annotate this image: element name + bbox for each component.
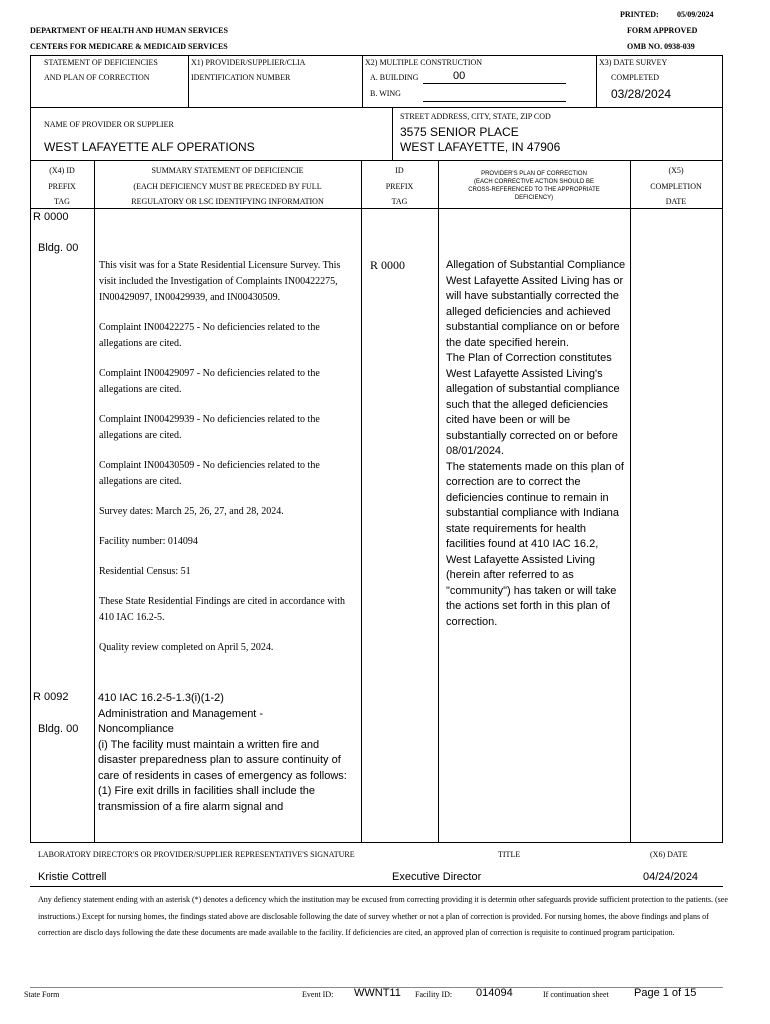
x1-label-line2: IDENTIFICATION NUMBER <box>191 73 291 82</box>
disclaimer-text: Any defiency statement ending with an asterisk (*) denotes a deficency which the institution may be excused from correcting providing it is determin other safeguards provide sufficient protection to the patients. (see instructions.) Except for nursing homes, the findings stated above are disclosable following the date of survey whether or not a plan of correction is provided. For nursing homes, the above findings and plans of correction are disclo days following the date these documents are made available to the facility. If deficiencies are cited, an approved plan of correction is requisite to continued program participation. <box>38 895 728 937</box>
x5-header-line2: COMPLETION <box>650 182 702 191</box>
continuation-label: If continuation sheet <box>543 990 609 999</box>
id-prefix-tag-r0000: R 0000 <box>370 258 406 272</box>
wing-label: B. WING <box>370 89 401 98</box>
prefix-tag-r0092: R 0092 <box>33 691 69 703</box>
title-label: TITLE <box>498 850 521 859</box>
summary-paragraph: Residential Census: 51 <box>99 566 191 577</box>
provider-name-label: NAME OF PROVIDER OR SUPPLIER <box>44 120 174 129</box>
summary-paragraph: These State Residential Findings are cited in accordance with 410 IAC 16.2-5. <box>99 596 346 623</box>
plan-of-correction-r0000: Allegation of Substantial Compliance West Lafayette Assited Living has or will have substantially corrected the alleged deficiencies and achieved substantial compliance on or before the date specified herein. The Plan of Correction constitutes West Lafayette Assisted Living's allegation of substantial compliance such that the alleged deficiencies cited have been or will be substantially corrected on or before 08/01/2024. The statements made on this plan of correction are to correct the deficiencies continue to remain in substantial compliance with Indiana state requirements for health facilities found at 410 IAC 16.2, West Lafayette Assisted Living (herein after referred to as "community") has taken or will take the actions set forth in this plan of correction. <box>446 259 626 628</box>
address-line1: 3575 SENIOR PLACE <box>400 125 519 139</box>
summary-paragraph: Facility number: 014094 <box>99 536 198 547</box>
id-header-line1: ID <box>395 166 404 175</box>
building-label: A. BUILDING <box>370 73 419 82</box>
facility-id-value: 014094 <box>476 987 513 999</box>
statement-label-line1: STATEMENT OF DEFICIENCIES <box>44 58 158 67</box>
poc-header-line4: DEFICIENCY) <box>514 195 554 201</box>
printed-date: 05/09/2024 <box>677 10 714 19</box>
form-approved: FORM APPROVED <box>627 26 698 35</box>
page-number: Page 1 of 15 <box>634 987 697 999</box>
poc-header-line1: PROVIDER'S PLAN OF CORRECTION <box>481 171 587 177</box>
x4-header-line1: (X4) ID <box>49 166 75 175</box>
id-header-line3: TAG <box>391 197 408 206</box>
summary-statement-r0000 <box>99 258 354 670</box>
x2-label: X2) MULTIPLE CONSTRUCTION <box>365 58 483 67</box>
summary-paragraph: Complaint IN00430509 - No deficiencies related to the allegations are cited. <box>99 460 320 487</box>
poc-header-line3: CROSS-REFERENCED TO THE APPROPRIATE <box>468 187 600 193</box>
building-tag-2: Bldg. 00 <box>38 723 79 735</box>
x3-label-line1: X3) DATE SURVEY <box>599 58 668 67</box>
building-tag-1: Bldg. 00 <box>38 242 79 254</box>
address-line2: WEST LAFAYETTE, IN 47906 <box>400 140 561 154</box>
signer-name: Kristie Cottrell <box>38 871 107 883</box>
omb-number: OMB NO. 0938-039 <box>627 42 695 51</box>
event-id-value: WWNT11 <box>354 987 401 999</box>
signature-date: 04/24/2024 <box>643 871 699 883</box>
x5-header-line1: (X5) <box>668 166 684 175</box>
summary-header-line3: REGULATORY OR LSC IDENTIFYING INFORMATION <box>131 197 324 206</box>
summary-header-line1: SUMMARY STATEMENT OF DEFICIENCIE <box>151 166 304 175</box>
facility-id-label: Facility ID: <box>415 990 453 999</box>
building-value: 00 <box>453 70 466 82</box>
survey-date-value: 03/28/2024 <box>611 87 672 101</box>
signer-title: Executive Director <box>392 871 482 883</box>
summary-paragraph: Complaint IN00429939 - No deficiencies related to the allegations are cited. <box>99 414 320 441</box>
x1-label-line1: X1) PROVIDER/SUPPLIER/CLIA <box>191 58 306 67</box>
statement-label-line2: AND PLAN OF CORRECTION <box>44 73 150 82</box>
x5-header-line3: DATE <box>665 197 687 206</box>
state-form-label: State Form <box>24 990 60 999</box>
id-header-line2: PREFIX <box>385 182 414 191</box>
poc-header-line2: (EACH CORRECTIVE ACTION SHOULD BE <box>473 179 595 185</box>
x4-header-line2: PREFIX <box>48 182 76 191</box>
summary-paragraph: Complaint IN00422275 - No deficiencies related to the allegations are cited. <box>99 322 320 349</box>
printed-label: PRINTED: <box>620 10 659 19</box>
x4-header-line3: TAG <box>54 197 70 206</box>
summary-paragraph: Survey dates: March 25, 26, 27, and 28, 2024. <box>99 506 284 517</box>
date-label: (X6) DATE <box>650 850 688 859</box>
summary-paragraph: Complaint IN00429097 - No deficiencies related to the allegations are cited. <box>99 368 320 395</box>
summary-statement-r0092: 410 IAC 16.2-5-1.3(i)(1-2) Administration and Management - Noncompliance (i) The facility must maintain a written fire and disaster preparedness plan to assure continuity of care of residents in cases of emergency as follows: (1) Fire exit drills in facilities shall include the transmission of a fire alarm signal and <box>98 692 347 813</box>
x3-label-line2: COMPLETED <box>611 73 659 82</box>
signature-label: LABORATORY DIRECTOR'S OR PROVIDER/SUPPLIER REPRESENTATIVE'S SIGNATURE <box>38 850 355 859</box>
summary-header-line2: (EACH DEFICIENCY MUST BE PRECEDED BY FULL <box>133 182 322 191</box>
summary-paragraph: Quality review completed on April 5, 2024. <box>99 642 274 653</box>
prefix-tag-r0000: R 0000 <box>33 211 69 223</box>
centers-title: CENTERS FOR MEDICARE & MEDICAID SERVICES <box>30 42 228 51</box>
provider-name-value: WEST LAFAYETTE ALF OPERATIONS <box>44 140 255 154</box>
department-title: DEPARTMENT OF HEALTH AND HUMAN SERVICES <box>30 26 228 35</box>
summary-paragraph: This visit was for a State Residential Licensure Survey. This visit included the Investigation of Complaints IN00422275, IN00429097, IN00429939, and IN00430509. <box>99 260 341 303</box>
event-id-label: Event ID: <box>302 990 334 999</box>
address-label: STREET ADDRESS, CITY, STATE, ZIP COD <box>400 112 551 121</box>
